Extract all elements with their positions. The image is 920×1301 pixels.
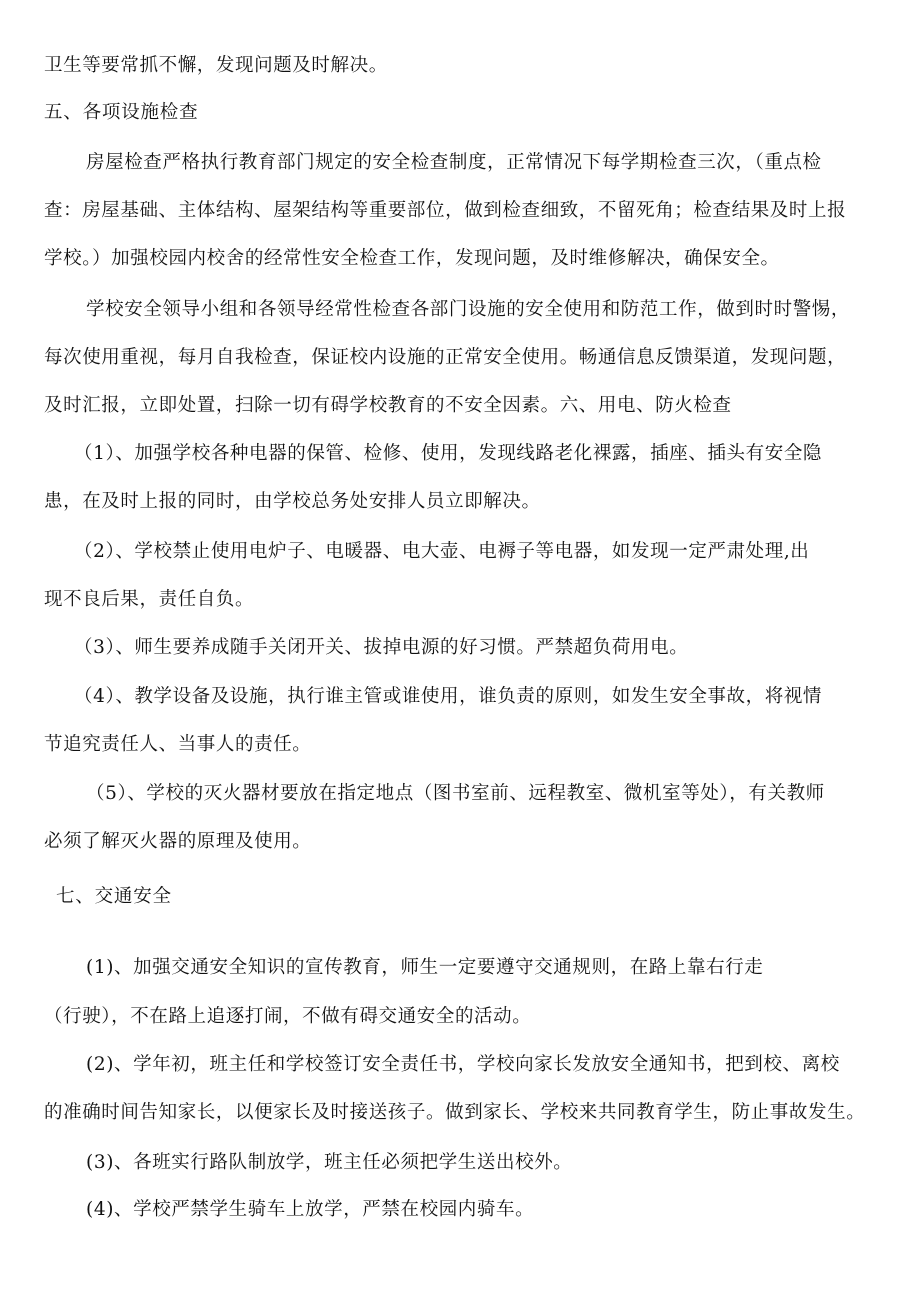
text-line: (3)、各班实行路队制放学，班主任必须把学生送出校外。 — [86, 1152, 573, 1173]
text-line: (4)、学校严禁学生骑车上放学，严禁在校园内骑车。 — [86, 1199, 535, 1220]
text-line: (2)、学年初，班主任和学校签订安全责任书，学校向家长发放安全通知书，把到校、离校 — [86, 1054, 840, 1075]
text-line: 卫生等要常抓不懈，发现问题及时解决。 — [44, 55, 388, 76]
text-line: （4）、教学设备及设施，执行谁主管或谁使用，谁负责的原则，如发生安全事故，将视情 — [74, 686, 823, 707]
text-line: 患，在及时上报的同时，由学校总务处安排人员立即解决。 — [44, 491, 541, 512]
section-heading-traffic: 七、交通安全 — [56, 886, 172, 907]
text-line: 的准确时间告知家长，以便家长及时接送孩子。做到家长、学校来共同教育学生，防止事故发生。 — [44, 1102, 866, 1123]
text-line: （3）、师生要养成随手关闭开关、拔掉电源的好习惯。严禁超负荷用电。 — [74, 637, 689, 658]
text-line: 查：房屋基础、主体结构、屋架结构等重要部位，做到检查细致，不留死角；检查结果及时上报 — [44, 200, 847, 221]
text-line: （1）、加强学校各种电器的保管、检修、使用，发现线路老化裸露，插座、插头有安全隐 — [74, 443, 823, 464]
text-line: 节追究责任人、当事人的责任。 — [44, 734, 312, 755]
text-line: 每次使用重视，每月自我检查，保证校内设施的正常安全使用。畅通信息反馈渠道，发现问题， — [44, 347, 847, 368]
text-line: 房屋检查严格执行教育部门规定的安全检查制度，正常情况下每学期检查三次，（重点检 — [86, 152, 822, 173]
text-line: （行驶），不在路上追逐打闹，不做有碍交通安全的活动。 — [44, 1006, 532, 1027]
text-line: 必须了解灭火器的原理及使用。 — [44, 831, 312, 852]
text-line: 现不良后果，责任自负。 — [44, 589, 255, 610]
text-line: 学校安全领导小组和各领导经常性检查各部门设施的安全使用和防范工作，做到时时警惕， — [86, 299, 851, 320]
text-line: （5）、学校的灭火器材要放在指定地点（图书室前、远程教室、微机室等处），有关教师 — [86, 783, 825, 804]
section-heading-facilities: 五、各项设施检查 — [44, 102, 199, 123]
text-line: 及时汇报，立即处置，扫除一切有碍学校教育的不安全因素。六、用电、防火检查 — [44, 395, 732, 416]
text-line: 学校。）加强校园内校舍的经常性安全检查工作，发现问题，及时维修解决，确保安全。 — [44, 248, 780, 269]
text-line: （2）、学校禁止使用电炉子、电暖器、电大壶、电褥子等电器，如发现一定严肃处理,出 — [74, 541, 810, 562]
text-line: (1)、加强交通安全知识的宣传教育，师生一定要遵守交通规则，在路上靠右行走 — [86, 957, 764, 978]
